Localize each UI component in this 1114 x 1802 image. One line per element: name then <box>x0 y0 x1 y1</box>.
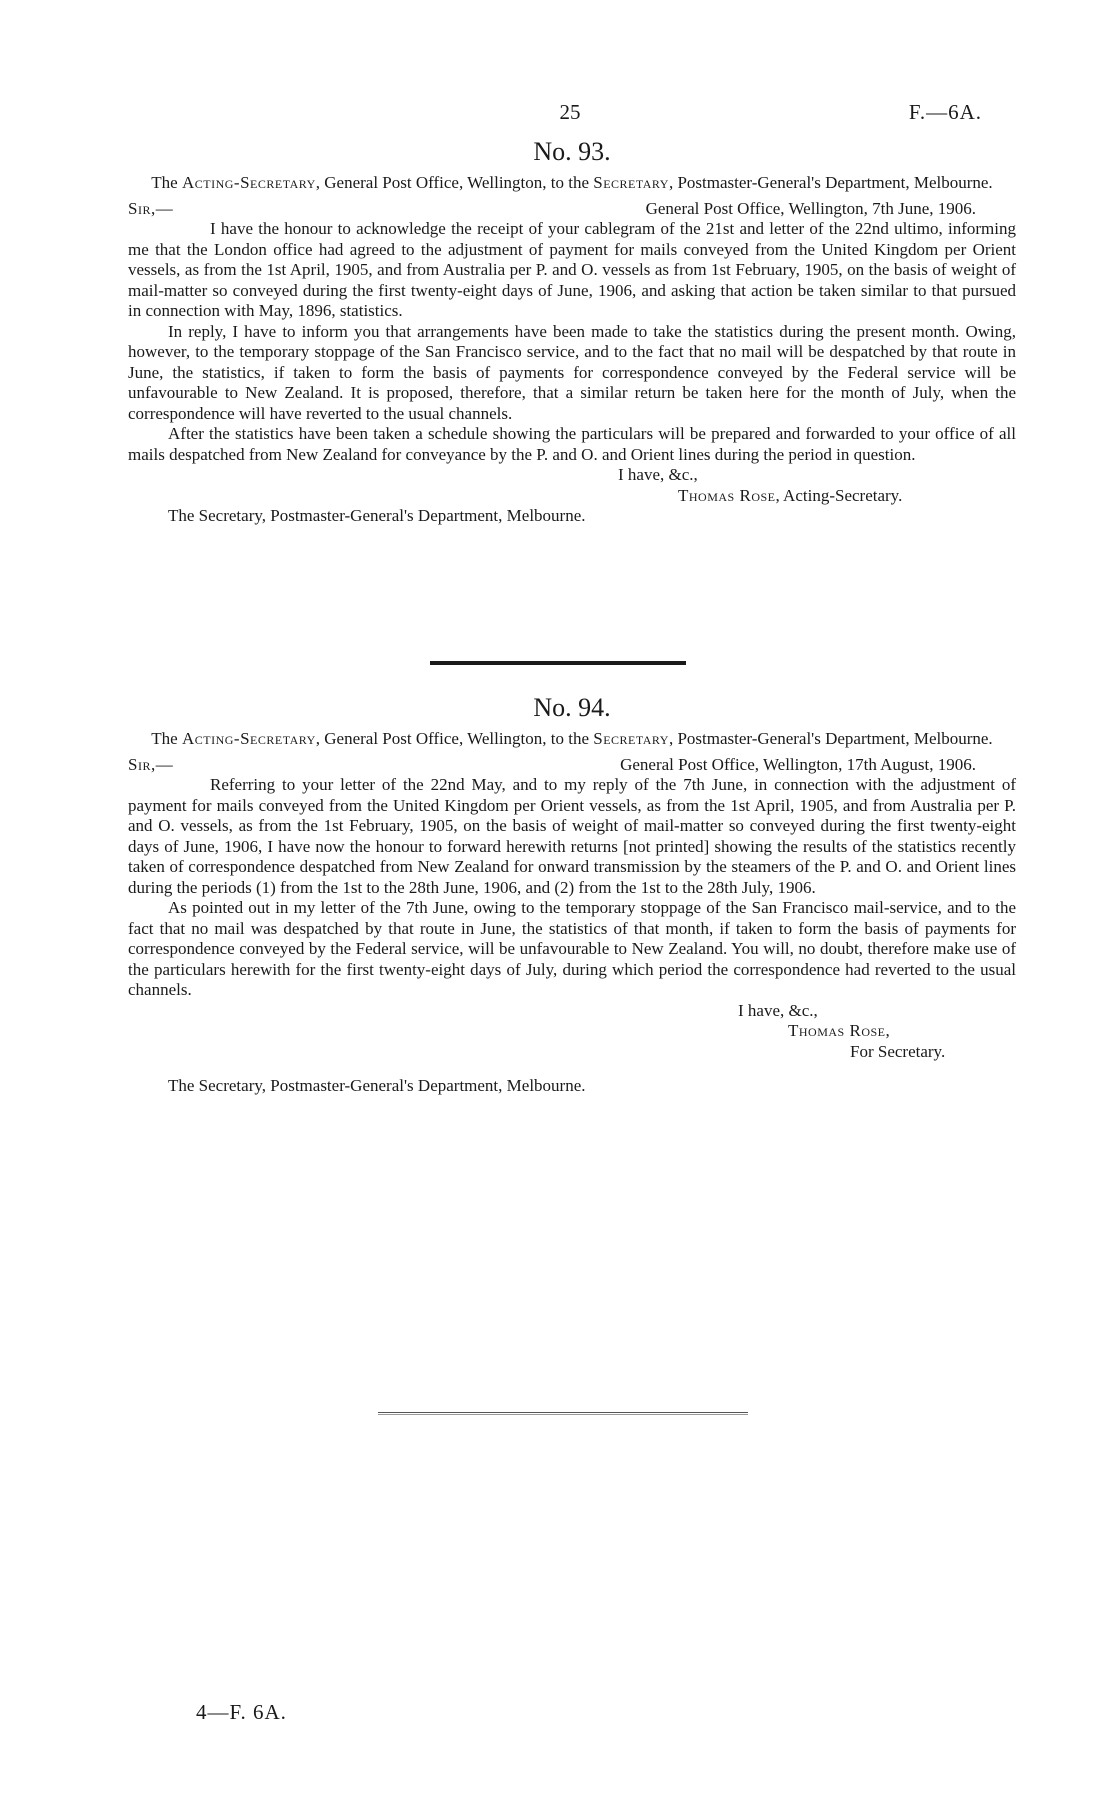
page-number: 25 <box>559 100 581 124</box>
salutation-line <box>128 199 1016 220</box>
letter-heading: The Acting-Secretary, General Post Office, Wellington, to the Secretary, Postmaster-General's Department, Melbourne. <box>151 172 993 192</box>
signature: Thomas Rose, Acting-Secretary. <box>678 485 903 505</box>
letter-paragraph: I have the honour to acknowledge the receipt of your cablegram of the 21st and letter of the 22nd ultimo, informing me that the London office had agreed to the adjustment of payment for mails conveyed from the United Kingdom per Orient vessels, as from the 1st April, 1905, and from Australia per P. and O. vessels as from 1st February, 1905, on the basis of weight of mail-matter so conveyed during the first twenty-eight days of June, 1906, and asking that action be taken similar to that pursued in connection with May, 1896, statistics. <box>128 219 1016 320</box>
end-rule <box>378 1412 748 1415</box>
letter-94 <box>128 693 1016 1097</box>
signoff: I have, &c., <box>738 1000 818 1020</box>
address-date: General Post Office, Wellington, 7th June, 1906. <box>645 198 976 218</box>
salutation-line <box>128 755 1016 776</box>
signature: Thomas Rose, <box>788 1021 890 1040</box>
letter-93 <box>128 137 1016 527</box>
salutation: Sir,— <box>128 198 174 218</box>
salutation: Sir,— <box>128 754 174 774</box>
address-date: General Post Office, Wellington, 17th August, 1906. <box>620 754 976 774</box>
letter-number: No. 93. <box>533 137 611 166</box>
letter-paragraph: After the statistics have been taken a schedule showing the particulars will be prepared and forwarded to your office of all mails despatched from New Zealand for conveyance by the P. and O. and Orient lines during the period in question. <box>128 424 1016 464</box>
signoff: I have, &c., <box>618 465 698 484</box>
letter-heading: The Acting-Secretary, General Post Office, Wellington, to the Secretary, Postmaster-General's Department, Melbourne. <box>151 728 993 748</box>
letter-paragraph: Referring to your letter of the 22nd May, and to my reply of the 7th June, in connection with the adjustment of payment for mails conveyed from the United Kingdom per Orient vessels, as from the 1st April, 1905, and from Australia per P. and O. vessels, as from the 1st February, 1905, on the basis of weight of mail-matter so conveyed during the first twenty-eight days of June, 1906, I have now the honour to forward herewith returns [not printed] showing the results of the statistics recently taken of correspondence despatched from New Zealand for onward transmission by the steamers of the P. and O. and Orient lines during the periods (1) from the 1st to the 28th June, 1906, and (2) from the 1st to the 28th July, 1906. <box>128 775 1016 897</box>
section-divider <box>430 661 686 665</box>
signature-reference: 4—F. 6A. <box>196 1700 287 1724</box>
document-reference: F.—6A. <box>908 100 982 124</box>
addressee: The Secretary, Postmaster-General's Department, Melbourne. <box>168 1076 586 1095</box>
addressee: The Secretary, Postmaster-General's Department, Melbourne. <box>168 506 586 525</box>
letter-number: No. 94. <box>533 693 611 722</box>
letter-paragraph: As pointed out in my letter of the 7th June, owing to the temporary stoppage of the San Francisco mail-service, and to the fact that no mail was despatched by that route in June, the statistics of that month, if taken to form the basis of payments for correspondence conveyed by the Federal service, will be unfavourable to New Zealand. You will, no doubt, therefore make use of the particulars herewith for the first twenty-eight days of July, during which period the correspondence had reverted to the usual channels. <box>128 898 1016 999</box>
signer-title: For Secretary. <box>850 1041 946 1061</box>
letter-paragraph: In reply, I have to inform you that arrangements have been made to take the statistics during the present month. Owing, however, to the temporary stoppage of the San Francisco service, and to the fact that no mail will be despatched by that route in June, the statistics, if taken to form the basis of payments for correspondence conveyed by the Federal service will be unfavourable to New Zealand. It is proposed, therefore, that a similar return be taken here for the month of July, when the correspondence will have reverted to the usual channels. <box>128 321 1016 423</box>
